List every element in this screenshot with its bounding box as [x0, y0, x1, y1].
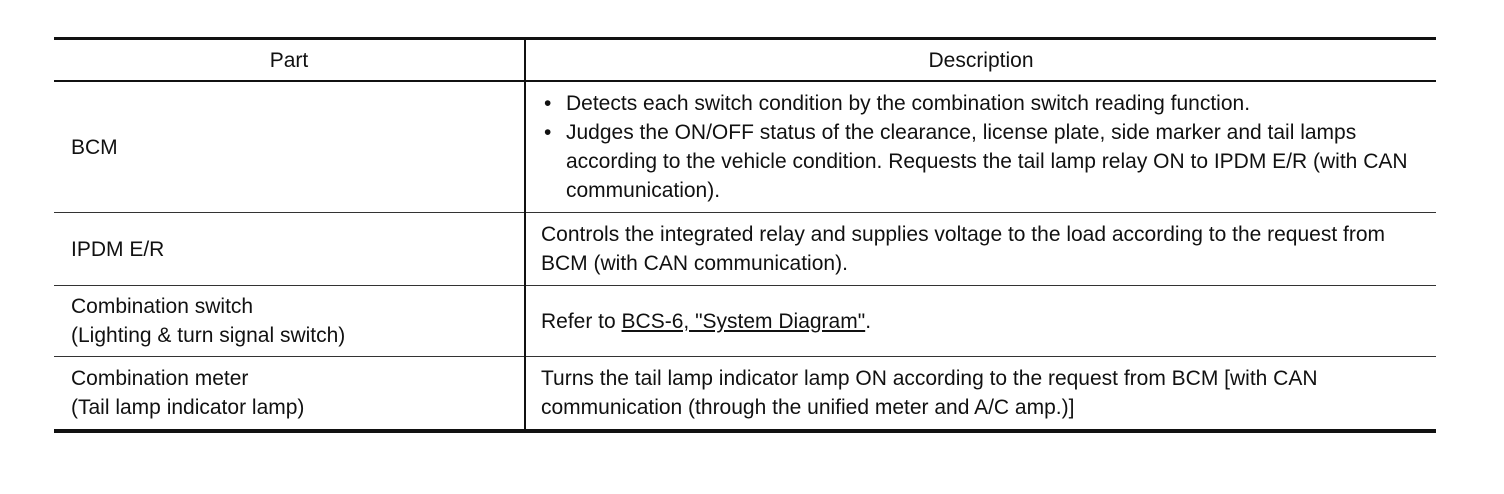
table-row [54, 81, 1436, 213]
table-header-row [54, 39, 1436, 82]
bullet-marker: • [544, 121, 552, 144]
description-suffix: . [865, 309, 872, 333]
description-bullet-list [541, 89, 1424, 205]
system-diagram-link[interactable]: BCS-6, "System Diagram" [621, 309, 866, 333]
part-name: IPDM E/R [71, 237, 165, 261]
description-prefix: Refer to [541, 309, 622, 333]
part-name: Combination meter [71, 367, 249, 390]
description-cell-combination-meter: Turns the tail lamp indicator lamp ON according to the request from BCM [with CAN communication (through the unified meter and A/C amp.)] [525, 357, 1436, 432]
table-row [54, 213, 1436, 286]
part-subname: (Lighting & turn signal switch) [71, 324, 346, 347]
bullet-marker: • [544, 92, 552, 115]
list-item [541, 118, 1424, 205]
part-cell-combination-switch [54, 286, 525, 357]
parts-description-table [54, 37, 1436, 433]
header-description: Description [525, 39, 1436, 82]
part-cell-bcm [54, 81, 525, 213]
description-cell-bcm [525, 81, 1436, 213]
description-cell-ipdm: Controls the integrated relay and supplies voltage to the load according to the request from BCM (with CAN communication). [525, 213, 1436, 286]
part-name: Combination switch [71, 295, 254, 318]
header-part: Part [54, 39, 525, 82]
list-item [541, 89, 1424, 118]
part-subname: (Tail lamp indicator lamp) [71, 396, 305, 419]
parts-table-container [54, 37, 1436, 433]
description-cell-combination-switch [525, 286, 1436, 357]
bullet-text: Detects each switch condition by the combination switch reading function. [566, 92, 1251, 115]
table-row [54, 286, 1436, 357]
part-cell-ipdm [54, 213, 525, 286]
part-cell-combination-meter [54, 357, 525, 432]
part-name: BCM [71, 135, 118, 159]
bullet-text: Judges the ON/OFF status of the clearance, license plate, side marker and tail lamps according to the vehicle condition. Requests the tail lamp relay ON to IPDM E/R (with CAN communication). [566, 121, 1408, 202]
table-row [54, 357, 1436, 432]
